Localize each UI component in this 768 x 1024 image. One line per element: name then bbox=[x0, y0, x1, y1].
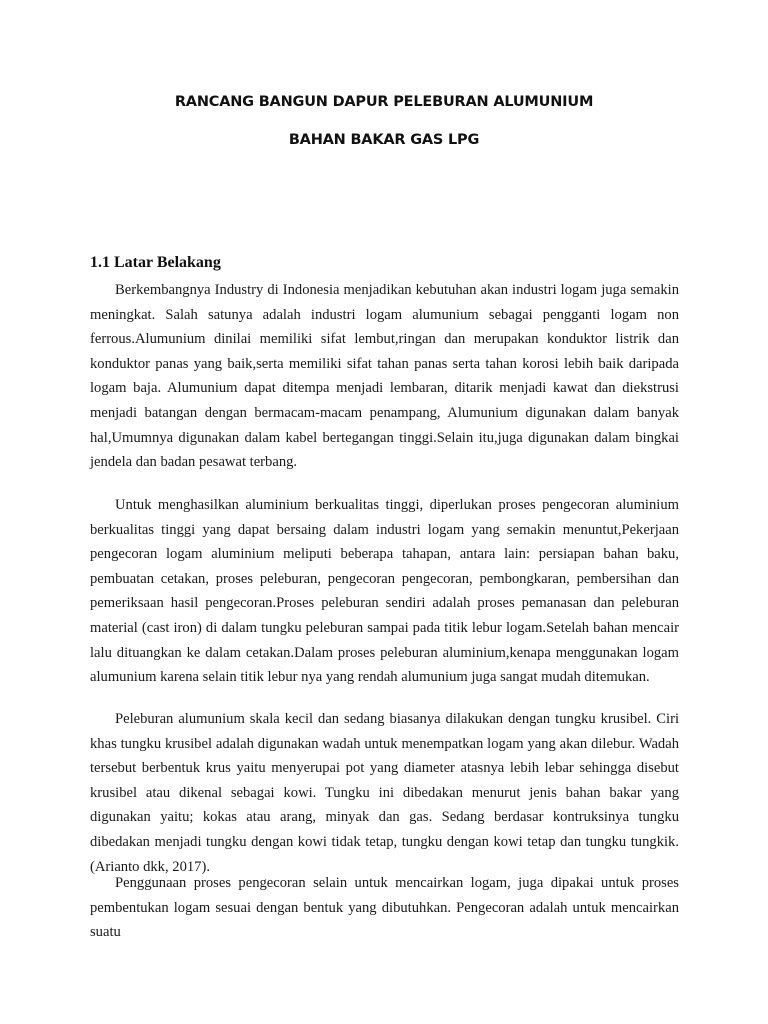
document-title-line-2: BAHAN BAKAR GAS LPG bbox=[288, 132, 480, 148]
paragraph-2: Untuk menghasilkan aluminium berkualitas tinggi, diperlukan proses pengecoran aluminium berkualitas tinggi yang dapat bersaing dalam industri logam yang semakin menuntut,Pekerjaan pengecoran logam aluminium meliputi beberapa tahapan, antara lain: persiapan bahan baku, pembuatan cetakan, proses peleburan, pengecoran pengecoran, pembongkaran, pembersihan dan pemeriksaan hasil pengecoran.Proses peleburan sendiri adalah proses pemanasan dan peleburan material (cast iron) di dalam tungku peleburan sampai pada titik lebur logam.Setelah bahan mencair lalu dituangkan ke dalam cetakan.Dalam proses peleburan aluminium,kenapa menggunakan logam alumunium karena selain titik lebur nya yang rendah alumunium juga sangat mudah ditemukan. bbox=[90, 497, 679, 686]
document-title-line-1: RANCANG BANGUN DAPUR PELEBURAN ALUMUNIUM bbox=[174, 94, 594, 110]
paragraph-1: Berkembangnya Industry di Indonesia menjadikan kebutuhan akan industri logam juga semakin meningkat. Salah satunya adalah industri logam alumunium sebagai pengganti logam non ferrous.Alumunium dinilai memiliki sifat lembut,ringan dan merupakan konduktor listrik dan konduktor panas yang baik,serta memiliki sifat tahan panas serta tahan korosi lebih baik daripada logam baja. Alumunium dapat ditempa menjadi lembaran, ditarik menjadi kawat dan diekstrusi menjadi batangan dengan bermacam-macam penampang, Alumunium digunakan dalam banyak hal,Umumnya digunakan dalam kabel bertegangan tinggi.Selain itu,juga digunakan dalam bingkai jendela dan badan pesawat terbang. bbox=[90, 282, 679, 471]
paragraph-3: Peleburan alumunium skala kecil dan sedang biasanya dilakukan dengan tungku krusibel. Ciri khas tungku krusibel adalah digunakan wadah untuk menempatkan logam yang akan dilebur. Wadah tersebut berbentuk krus yaitu menyerupai pot yang diameter atasnya lebih lebar sehingga disebut krusibel atau dikenal sebagai kowi. Tungku ini dibedakan menurut jenis bahan bakar yang digunakan yaitu; kokas atau arang, minyak dan gas. Sedang berdasar kontruksinya tungku dibedakan menjadi tungku dengan kowi tidak tetap, tungku dengan kowi tetap dan tungku tungkik. (Arianto dkk, 2017). bbox=[90, 711, 679, 875]
section-heading: 1.1 Latar Belakang bbox=[90, 254, 221, 271]
paragraph-4: Penggunaan proses pengecoran selain untuk mencairkan logam, juga dipakai untuk proses pembentukan logam sesuai dengan bentuk yang dibutuhkan. Pengecoran adalah untuk mencairkan suatu bbox=[90, 875, 679, 941]
